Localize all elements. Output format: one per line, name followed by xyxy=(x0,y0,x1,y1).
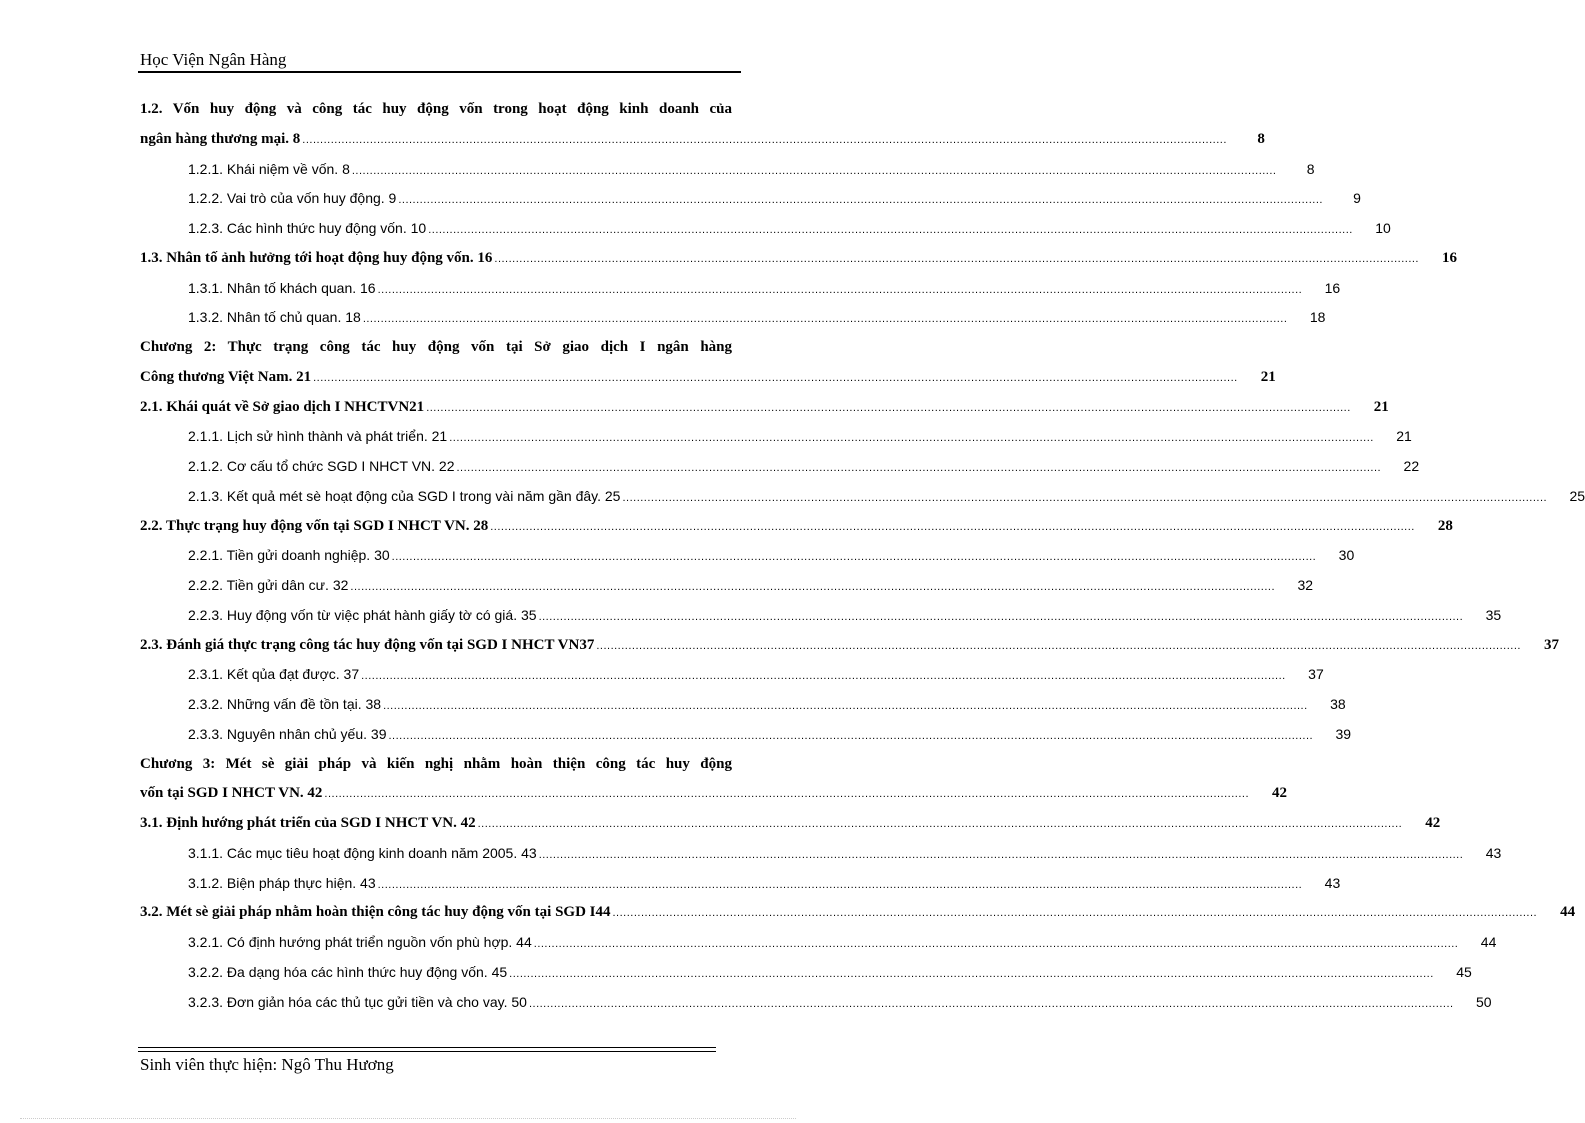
toc-page-number: 43 xyxy=(1324,874,1341,891)
toc-page-number: 21 xyxy=(1260,368,1276,385)
toc-entry[interactable] xyxy=(140,928,1497,958)
page-header: Học Viện Ngân Hàng xyxy=(140,50,287,69)
toc-entry[interactable] xyxy=(140,720,1352,750)
toc-leader-dots: .................................................................................................................................................................................................................................................................... xyxy=(391,551,1317,564)
toc-entry[interactable] xyxy=(140,333,732,363)
toc-leader-dots: .................................................................................................................................................................................................................................................................... xyxy=(351,164,1277,177)
toc-page-number: 42 xyxy=(1425,815,1441,831)
toc-page-number: 50 xyxy=(1475,993,1492,1010)
toc-leader-dots: .................................................................................................................................................................................................................................................................... xyxy=(622,491,1548,504)
toc-leader-dots: .................................................................................................................................................................................................................................................................... xyxy=(509,967,1434,980)
toc-entry[interactable] xyxy=(140,125,1265,155)
toc-entry-title: 2.3. Đánh giá thực trạng công tác huy động vốn tại SGD I NHCT VN37 xyxy=(140,636,595,653)
toc-entry-title: Chương 2: Thực trạng công tác huy động vốn tại Sở giao dịch I ngân hàng xyxy=(140,339,732,355)
toc-entry[interactable] xyxy=(140,482,1585,512)
toc-entry[interactable] xyxy=(140,839,1502,869)
toc-entry-title: 2.2.2. Tiền gửi dân cư. 32 xyxy=(188,577,349,593)
toc-page-number: 21 xyxy=(1373,398,1389,415)
toc-entry[interactable] xyxy=(140,601,1502,631)
toc-entry-title: 2.1. Khái quát về Sở giao dịch I NHCTVN21 xyxy=(140,398,425,415)
header-divider xyxy=(138,71,741,73)
toc-leader-dots: .................................................................................................................................................................................................................................................................... xyxy=(428,224,1353,236)
toc-leader-dots: .................................................................................................................................................................................................................................................................... xyxy=(490,520,1415,533)
toc-leader-dots: .................................................................................................................................................................................................................................................................... xyxy=(528,997,1454,1010)
toc-leader-dots: .................................................................................................................................................................................................................................................................... xyxy=(313,371,1238,384)
toc-page-number: 42 xyxy=(1272,785,1288,802)
toc-entry[interactable] xyxy=(140,363,1276,393)
toc-page-number: 43 xyxy=(1485,844,1502,861)
toc-entry-title: 1.2.1. Khái niệm về vốn. 8 xyxy=(188,160,350,177)
toc-entry-title: 2.2. Thực trạng huy động vốn tại SGD I NHCT VN. 28 xyxy=(140,517,489,534)
toc-entry[interactable] xyxy=(140,393,1389,423)
toc-entry-title: 2.1.1. Lịch sử hình thành và phát triển. 21 xyxy=(188,428,448,445)
toc-leader-dots: .................................................................................................................................................................................................................................................................... xyxy=(383,700,1308,712)
toc-page-number: 8 xyxy=(1257,130,1265,147)
footer-label: Sinh viên thực hiện: xyxy=(140,1055,278,1074)
toc-leader-dots: .................................................................................................................................................................................................................................................................... xyxy=(538,610,1464,623)
toc-leader-dots: .................................................................................................................................................................................................................................................................... xyxy=(477,818,1403,830)
toc-page-number: 22 xyxy=(1403,458,1420,474)
toc-entry-title: 1.3. Nhân tố ảnh hưởng tới hoạt động huy động vốn. 16 xyxy=(140,249,493,266)
toc-entry[interactable] xyxy=(140,244,1457,274)
toc-entry-title: 2.2.3. Huy động vốn từ việc phát hành giấy tờ có giá. 35 xyxy=(188,606,537,623)
toc-leader-dots: .................................................................................................................................................................................................................................................................... xyxy=(398,194,1323,207)
toc-page-number: 10 xyxy=(1375,220,1391,236)
toc-entry-title: 1.3.2. Nhân tố chủ quan. 18 xyxy=(188,309,361,326)
toc-entry[interactable] xyxy=(140,95,732,125)
toc-page-number: 16 xyxy=(1442,249,1457,266)
toc-entry[interactable] xyxy=(140,750,732,780)
table-of-contents xyxy=(140,95,1585,1017)
toc-entry[interactable] xyxy=(140,541,1355,571)
toc-entry-title: 1.3.1. Nhân tố khách quan. 16 xyxy=(188,279,376,296)
toc-page-number: 25 xyxy=(1569,487,1585,504)
toc-leader-dots: .................................................................................................................................................................................................................................................................... xyxy=(302,133,1227,146)
toc-entry-title: 2.3.2. Những vấn đề tồn tại. 38 xyxy=(188,696,382,712)
toc-leader-dots: .................................................................................................................................................................................................................................................................... xyxy=(350,581,1276,593)
toc-leader-dots: .................................................................................................................................................................................................................................................................... xyxy=(456,462,1382,474)
toc-page-number: 35 xyxy=(1485,606,1502,623)
toc-entry[interactable] xyxy=(140,571,1314,601)
toc-leader-dots: .................................................................................................................................................................................................................................................................... xyxy=(361,670,1286,683)
toc-leader-dots: .................................................................................................................................................................................................................................................................... xyxy=(533,938,1459,950)
toc-leader-dots: .................................................................................................................................................................................................................................................................... xyxy=(362,313,1288,326)
toc-entry[interactable] xyxy=(140,512,1453,542)
toc-entry-title: 1.2.3. Các hình thức huy động vốn. 10 xyxy=(188,220,427,236)
toc-entry-title: 3.2.3. Đơn giản hóa các thủ tục gửi tiền và cho vay. 50 xyxy=(188,993,527,1010)
toc-entry[interactable] xyxy=(140,631,1559,661)
toc-page-number: 18 xyxy=(1309,309,1326,326)
toc-entry[interactable] xyxy=(140,988,1492,1018)
toc-page-number: 16 xyxy=(1324,279,1341,296)
toc-entry-title: 2.1.3. Kết quả mét sè hoạt động của SGD I trong vài năm gần đây. 25 xyxy=(188,487,621,504)
toc-page-number: 38 xyxy=(1330,696,1346,712)
toc-entry[interactable] xyxy=(140,422,1412,452)
toc-entry-title: 3.1.2. Biện pháp thực hiện. 43 xyxy=(188,874,376,891)
toc-page-number: 39 xyxy=(1335,725,1352,742)
toc-entry[interactable] xyxy=(140,214,1391,244)
toc-entry-title: 1.2. Vốn huy động và công tác huy động vốn trong hoạt động kinh doanh của xyxy=(140,101,732,117)
toc-leader-dots: .................................................................................................................................................................................................................................................................... xyxy=(612,907,1538,920)
toc-entry[interactable] xyxy=(140,660,1324,690)
toc-entry-title: 3.2.2. Đa dạng hóa các hình thức huy động vốn. 45 xyxy=(188,963,508,980)
toc-page-number: 8 xyxy=(1306,160,1315,177)
footer-divider-top xyxy=(138,1047,716,1048)
toc-page-number: 9 xyxy=(1353,190,1361,207)
toc-entry-title: 2.3.1. Kết qủa đạt được. 37 xyxy=(188,666,360,683)
toc-entry[interactable] xyxy=(140,898,1576,928)
toc-leader-dots: .................................................................................................................................................................................................................................................................... xyxy=(538,848,1464,861)
toc-entry-title: 2.3.3. Nguyên nhân chủ yếu. 39 xyxy=(188,725,387,742)
toc-entry-title: vốn tại SGD I NHCT VN. 42 xyxy=(140,785,323,802)
toc-entry[interactable] xyxy=(140,779,1288,809)
toc-entry[interactable] xyxy=(140,303,1326,333)
toc-entry[interactable] xyxy=(140,958,1472,988)
toc-page-number: 45 xyxy=(1456,963,1472,980)
toc-entry-title: 2.1.2. Cơ cấu tổ chức SGD I NHCT VN. 22 xyxy=(188,458,455,474)
toc-entry-title: Công thương Việt Nam. 21 xyxy=(140,368,312,385)
toc-leader-dots: .................................................................................................................................................................................................................................................................... xyxy=(494,252,1419,265)
toc-entry[interactable] xyxy=(140,184,1361,214)
toc-entry-title: 3.1.1. Các mục tiêu hoạt động kinh doanh năm 2005. 43 xyxy=(188,844,537,861)
page-edge-dotted-line xyxy=(20,1118,796,1119)
toc-leader-dots: .................................................................................................................................................................................................................................................................... xyxy=(596,639,1521,652)
footer-divider-bottom xyxy=(138,1051,716,1052)
page-footer xyxy=(140,1055,394,1075)
toc-entry[interactable] xyxy=(140,155,1315,185)
toc-page-number: 44 xyxy=(1560,904,1576,921)
toc-page-number: 21 xyxy=(1396,428,1412,445)
toc-page-number: 37 xyxy=(1543,636,1559,653)
toc-entry-title: 2.2.1. Tiền gửi doanh nghiệp. 30 xyxy=(188,547,390,564)
toc-entry[interactable] xyxy=(140,809,1441,839)
toc-page-number: 30 xyxy=(1338,547,1355,564)
toc-page-number: 32 xyxy=(1297,577,1314,593)
toc-leader-dots: .................................................................................................................................................................................................................................................................... xyxy=(324,788,1250,801)
toc-entry-title: 3.1. Định hướng phát triển của SGD I NHCT VN. 42 xyxy=(140,815,476,831)
toc-leader-dots: .................................................................................................................................................................................................................................................................... xyxy=(377,283,1303,296)
toc-entry[interactable] xyxy=(140,452,1420,482)
toc-leader-dots: .................................................................................................................................................................................................................................................................... xyxy=(426,401,1351,414)
toc-page-number: 28 xyxy=(1437,517,1453,534)
toc-page-number: 44 xyxy=(1480,934,1497,950)
toc-entry-title: ngân hàng thương mại. 8 xyxy=(140,130,301,147)
toc-entry-title: 1.2.2. Vai trò của vốn huy động. 9 xyxy=(188,190,397,207)
toc-entry[interactable] xyxy=(140,869,1341,899)
footer-author-name: Ngô Thu Hương xyxy=(281,1055,394,1074)
toc-leader-dots: .................................................................................................................................................................................................................................................................... xyxy=(388,729,1314,742)
toc-entry-title: 3.2. Mét sè giải pháp nhằm hoàn thiện công tác huy động vốn tại SGD I44 xyxy=(140,904,611,921)
toc-leader-dots: .................................................................................................................................................................................................................................................................... xyxy=(449,432,1374,445)
toc-entry[interactable] xyxy=(140,690,1346,720)
toc-entry[interactable] xyxy=(140,274,1341,304)
toc-entry-title: Chương 3: Mét sè giải pháp và kiến nghị nhằm hoàn thiện công tác huy động xyxy=(140,755,732,772)
toc-leader-dots: .................................................................................................................................................................................................................................................................... xyxy=(377,878,1303,891)
toc-entry-title: 3.2.1. Có định hướng phát triển nguồn vốn phù hợp. 44 xyxy=(188,934,532,950)
toc-page-number: 37 xyxy=(1308,666,1324,683)
